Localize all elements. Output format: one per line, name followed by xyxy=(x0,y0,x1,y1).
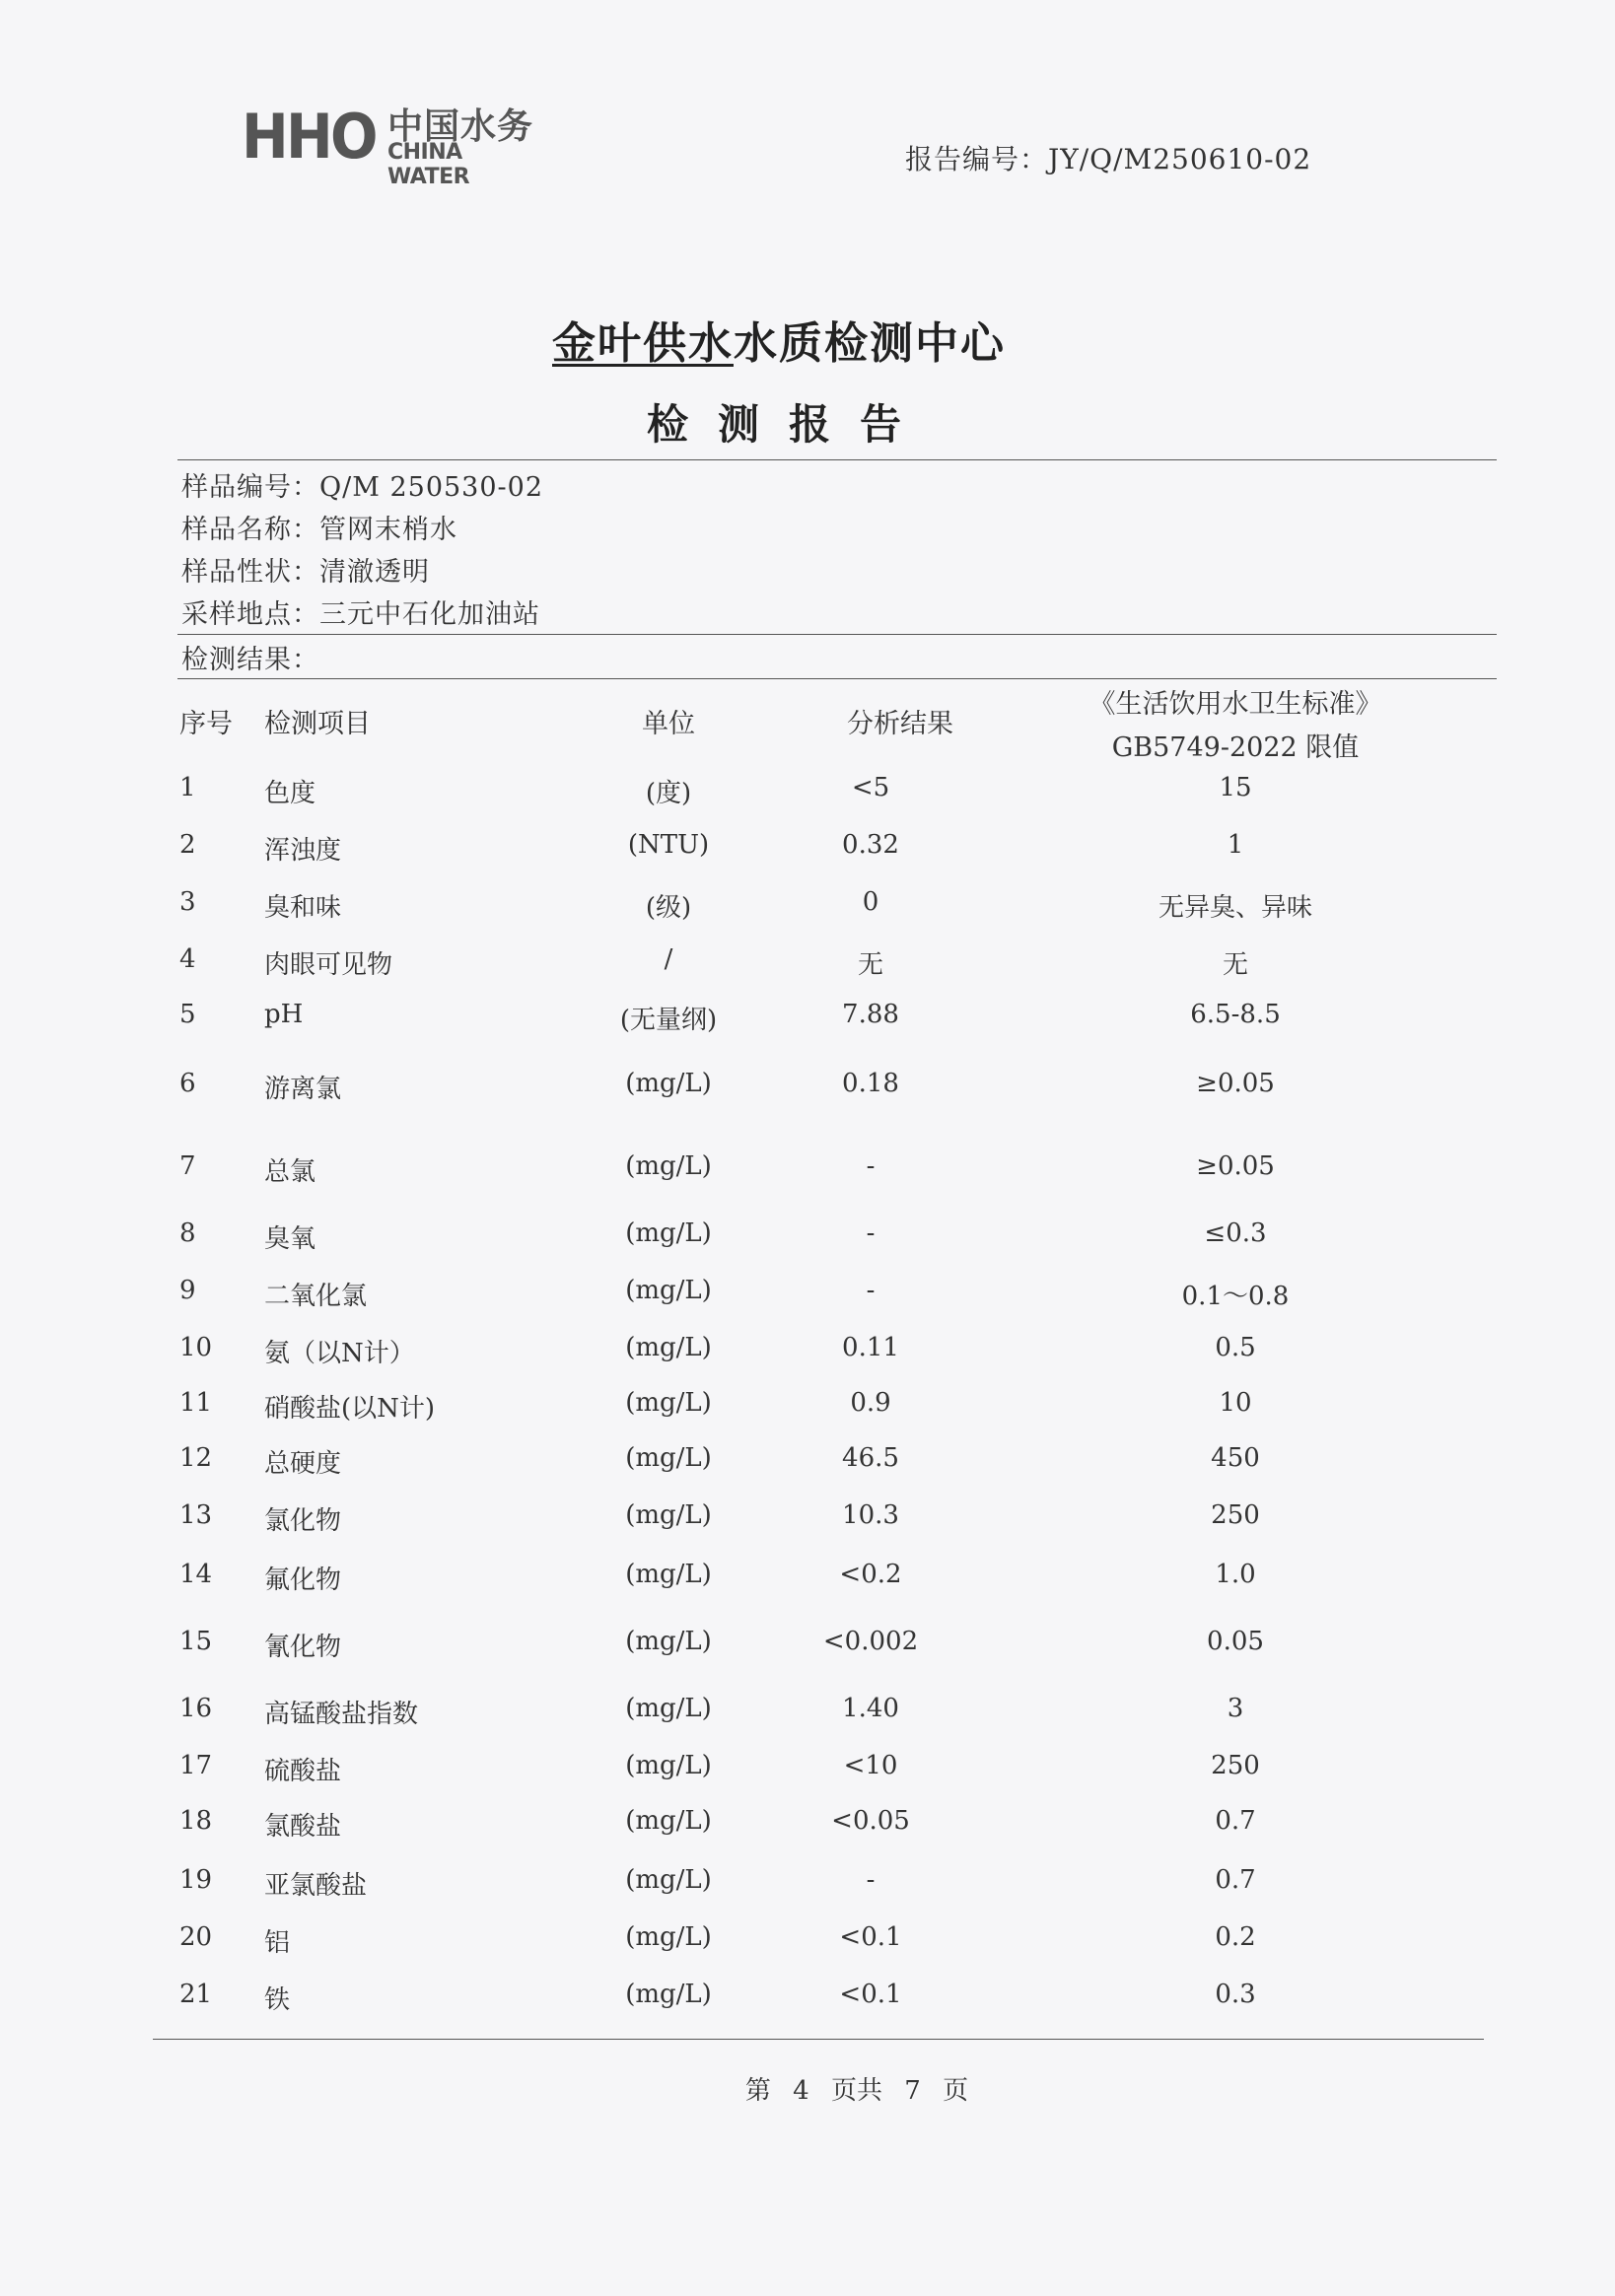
row-limit: 3 xyxy=(1227,1694,1244,1723)
row-index: 19 xyxy=(179,1865,213,1895)
row-item: 氯化物 xyxy=(264,1506,342,1536)
header-limit-line2: GB5749-2022 限值 xyxy=(1111,732,1360,763)
row-limit: 10 xyxy=(1219,1388,1252,1418)
organization-name-rest: 水质检测中心 xyxy=(734,318,1006,369)
row-index: 8 xyxy=(179,1218,196,1248)
row-item: 肉眼可见物 xyxy=(264,950,393,980)
row-result: 7.88 xyxy=(842,1000,899,1029)
row-limit: 0.3 xyxy=(1215,1980,1256,2009)
row-result: 0.18 xyxy=(842,1069,899,1098)
row-index: 10 xyxy=(179,1333,213,1362)
row-result: - xyxy=(866,1865,876,1895)
row-index: 21 xyxy=(179,1980,213,2009)
row-result: 46.5 xyxy=(842,1443,899,1473)
row-unit: (mg/L) xyxy=(625,1865,712,1895)
row-limit: 0.7 xyxy=(1215,1806,1256,1836)
row-index: 2 xyxy=(179,830,196,860)
row-item: 氰化物 xyxy=(264,1633,342,1662)
row-result: <5 xyxy=(851,773,890,802)
organization-title xyxy=(0,308,1558,371)
row-index: 3 xyxy=(179,887,196,917)
row-limit: 1.0 xyxy=(1215,1560,1256,1589)
row-limit: 无异臭、异味 xyxy=(1158,893,1312,923)
row-unit: (mg/L) xyxy=(625,1388,712,1418)
row-item: 高锰酸盐指数 xyxy=(264,1700,419,1729)
divider-top xyxy=(177,459,1497,460)
row-unit: (NTU) xyxy=(627,830,710,860)
divider-bottom xyxy=(153,2039,1484,2040)
logo-mark: HHO xyxy=(242,101,376,173)
row-limit: 无 xyxy=(1222,950,1248,980)
row-item: pH xyxy=(264,1000,304,1029)
row-index: 20 xyxy=(179,1922,213,1952)
row-unit: (mg/L) xyxy=(625,1500,712,1530)
row-result: 0.9 xyxy=(850,1388,891,1418)
row-unit: (级) xyxy=(645,893,692,923)
row-result: 0 xyxy=(862,887,879,917)
row-index: 1 xyxy=(179,773,196,802)
results-label: 检测结果： xyxy=(181,645,319,675)
row-index: 18 xyxy=(179,1806,213,1836)
row-item: 游离氯 xyxy=(264,1075,342,1104)
row-limit: ≥0.05 xyxy=(1196,1151,1275,1181)
row-result: 无 xyxy=(857,950,883,980)
divider-results xyxy=(177,678,1497,679)
row-result: - xyxy=(866,1276,876,1305)
row-index: 11 xyxy=(179,1388,213,1418)
report-title: 检测报告 xyxy=(646,400,931,449)
row-limit: ≤0.3 xyxy=(1204,1218,1267,1248)
row-item: 硫酸盐 xyxy=(264,1757,342,1786)
row-unit: (度) xyxy=(645,779,692,808)
row-item: 二氧化氯 xyxy=(264,1282,368,1311)
row-result: 1.40 xyxy=(842,1694,899,1723)
row-unit: / xyxy=(664,944,673,974)
row-unit: (mg/L) xyxy=(625,1276,712,1305)
row-result: <0.05 xyxy=(831,1806,910,1836)
row-item: 浑浊度 xyxy=(264,836,342,866)
row-limit: 1 xyxy=(1227,830,1244,860)
row-index: 13 xyxy=(179,1500,213,1530)
row-item: 铁 xyxy=(264,1985,291,2015)
row-limit: 250 xyxy=(1211,1500,1260,1530)
page-number: 第 4 页共 7 页 xyxy=(744,2076,969,2106)
row-limit: 0.1～0.8 xyxy=(1181,1282,1290,1311)
organization-name-underlined: 金叶供水 xyxy=(552,318,734,369)
row-unit: (mg/L) xyxy=(625,1218,712,1248)
row-unit: (mg/L) xyxy=(625,1980,712,2009)
row-item: 总硬度 xyxy=(264,1449,342,1479)
row-index: 9 xyxy=(179,1276,196,1305)
row-unit: (mg/L) xyxy=(625,1069,712,1098)
row-result: 0.32 xyxy=(842,830,899,860)
logo-english-text: CHINA WATER xyxy=(387,140,470,189)
row-item: 总氯 xyxy=(264,1157,316,1187)
row-result: <0.2 xyxy=(839,1560,902,1589)
row-limit: 0.05 xyxy=(1207,1627,1264,1656)
row-unit: (mg/L) xyxy=(625,1806,712,1836)
row-unit: (mg/L) xyxy=(625,1922,712,1952)
row-result: - xyxy=(866,1218,876,1248)
row-item: 氨（以N计） xyxy=(264,1339,415,1368)
row-index: 15 xyxy=(179,1627,213,1656)
row-unit: (mg/L) xyxy=(625,1333,712,1362)
row-limit: 0.5 xyxy=(1215,1333,1256,1362)
row-item: 臭和味 xyxy=(264,893,342,923)
sample-name: 样品名称：管网末梢水 xyxy=(181,515,457,545)
sampling-location: 采样地点：三元中石化加油站 xyxy=(181,599,540,630)
row-result: 0.11 xyxy=(842,1333,899,1362)
row-index: 6 xyxy=(179,1069,196,1098)
row-result: <10 xyxy=(843,1751,898,1780)
row-unit: (无量纲) xyxy=(619,1006,718,1035)
row-limit: 0.7 xyxy=(1215,1865,1256,1895)
row-result: <0.002 xyxy=(822,1627,919,1656)
row-limit: 250 xyxy=(1211,1751,1260,1780)
row-result: - xyxy=(866,1151,876,1181)
row-limit: 15 xyxy=(1219,773,1252,802)
row-index: 4 xyxy=(179,944,196,974)
china-water-logo xyxy=(242,97,537,189)
header-result: 分析结果 xyxy=(847,709,953,739)
header-limit-line1: 《生活饮用水卫生标准》 xyxy=(1088,689,1382,720)
row-index: 16 xyxy=(179,1694,213,1723)
row-item: 铝 xyxy=(264,1928,291,1958)
row-limit: ≥0.05 xyxy=(1196,1069,1275,1098)
row-item: 氯酸盐 xyxy=(264,1812,342,1842)
row-unit: (mg/L) xyxy=(625,1151,712,1181)
row-unit: (mg/L) xyxy=(625,1627,712,1656)
logo-chinese-text: 中国水务 xyxy=(387,106,534,147)
row-item: 亚氯酸盐 xyxy=(264,1871,368,1901)
row-unit: (mg/L) xyxy=(625,1751,712,1780)
sample-id: 样品编号：Q/M 250530-02 xyxy=(181,472,544,503)
row-unit: (mg/L) xyxy=(625,1694,712,1723)
row-limit: 6.5-8.5 xyxy=(1190,1000,1281,1029)
row-index: 5 xyxy=(179,1000,196,1029)
row-limit: 450 xyxy=(1211,1443,1260,1473)
row-item: 臭氧 xyxy=(264,1224,316,1254)
row-unit: (mg/L) xyxy=(625,1443,712,1473)
row-index: 14 xyxy=(179,1560,213,1589)
row-index: 7 xyxy=(179,1151,196,1181)
report-number: 报告编号：JY/Q/M250610-02 xyxy=(905,143,1312,175)
row-result: <0.1 xyxy=(839,1980,902,2009)
row-result: <0.1 xyxy=(839,1922,902,1952)
row-item: 氟化物 xyxy=(264,1565,342,1595)
row-result: 10.3 xyxy=(842,1500,899,1530)
header-item: 检测项目 xyxy=(264,709,371,739)
sample-state: 样品性状：清澈透明 xyxy=(181,557,430,588)
header-unit: 单位 xyxy=(642,709,695,739)
header-index: 序号 xyxy=(179,709,233,739)
row-limit: 0.2 xyxy=(1215,1922,1256,1952)
row-item: 色度 xyxy=(264,779,316,808)
row-index: 17 xyxy=(179,1751,213,1780)
row-index: 12 xyxy=(179,1443,213,1473)
divider-middle xyxy=(177,634,1497,635)
row-unit: (mg/L) xyxy=(625,1560,712,1589)
row-item: 硝酸盐(以N计) xyxy=(264,1394,436,1424)
